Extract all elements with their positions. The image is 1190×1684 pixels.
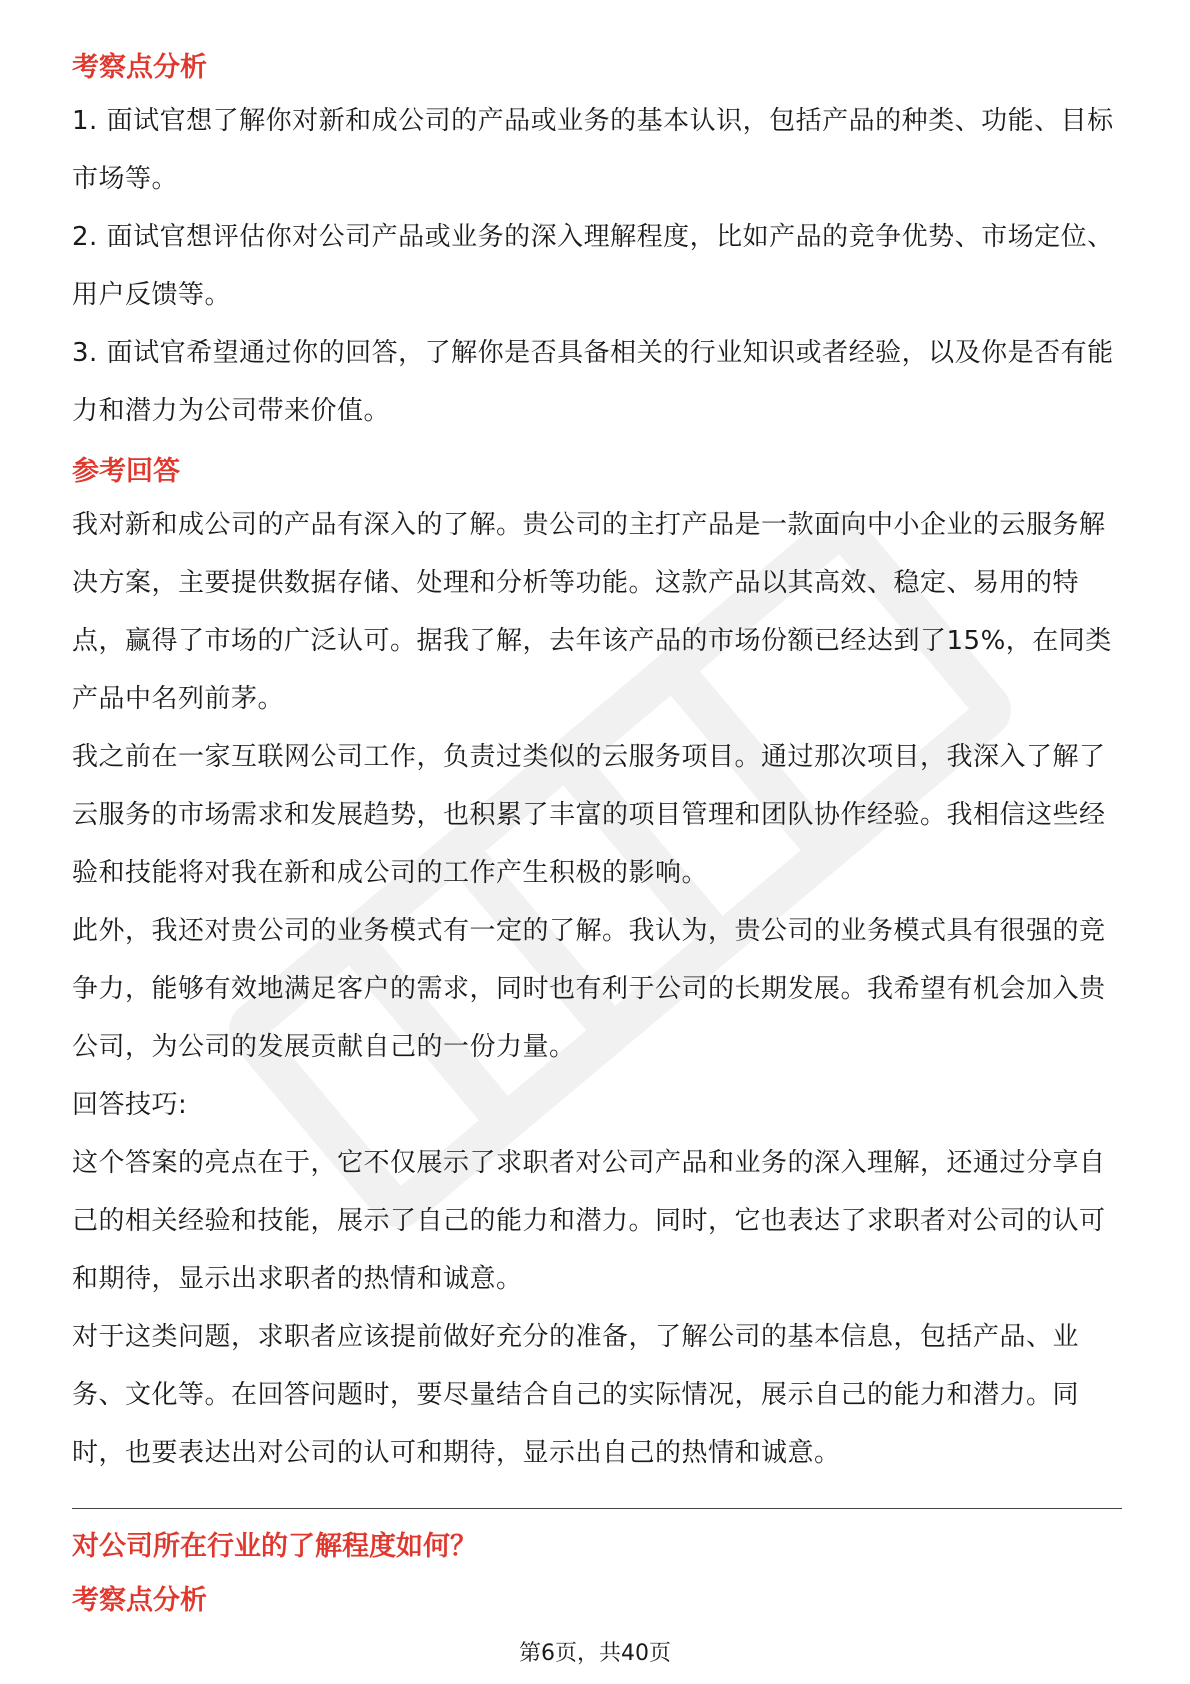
analysis-item-2: 2. 面试官想评估你对公司产品或业务的深入理解程度，比如产品的竞争优势、市场定位、用户反馈等。 xyxy=(72,222,1114,310)
answer-paragraph-2: 我之前在一家互联网公司工作，负责过类似的云服务项目。通过那次项目，我深入了解了云服务的市场需求和发展趋势，也积累了丰富的项目管理和团队协作经验。我相信这些经验和技能将对我在新和成公司的工作产生积极的影响。 xyxy=(72,742,1106,888)
answer-paragraph-1: 我对新和成公司的产品有深入的了解。贵公司的主打产品是一款面向中小企业的云服务解决方案，主要提供数据存储、处理和分析等功能。这款产品以其高效、稳定、易用的特点，赢得了市场的广泛认可。据我了解，去年该产品的市场份额已经达到了15%，在同类产品中名列前茅。 xyxy=(72,510,1112,714)
answer-paragraph-4: 这个答案的亮点在于，它不仅展示了求职者对公司产品和业务的深入理解，还通过分享自己的相关经验和技能，展示了自己的能力和潜力。同时，它也表达了求职者对公司的认可和期待，显示出求职者的热情和诚意。 xyxy=(72,1148,1106,1294)
analysis-item-3: 3. 面试官希望通过你的回答，了解你是否具备相关的行业知识或者经验，以及你是否有能力和潜力为公司带来价值。 xyxy=(72,338,1114,426)
answer-paragraph-3: 此外，我还对贵公司的业务模式有一定的了解。我认为，贵公司的业务模式具有很强的竞争力，能够有效地满足客户的需求，同时也有利于公司的长期发展。我希望有机会加入贵公司，为公司的发展贡献自己的一份力量。 xyxy=(72,916,1106,1062)
section-heading-analysis: 考察点分析 xyxy=(72,52,207,83)
section-heading-answer: 参考回答 xyxy=(72,456,180,487)
page-number-footer: 第6页，共40页 xyxy=(519,1641,671,1666)
document-page xyxy=(72,44,1122,1625)
next-section-heading: 考察点分析 xyxy=(72,1585,207,1616)
answer-tips-label: 回答技巧: xyxy=(72,1090,188,1120)
section-divider xyxy=(72,1508,1122,1509)
next-question-title: 对公司所在行业的了解程度如何？ xyxy=(72,1531,477,1562)
answer-paragraph-5: 对于这类问题，求职者应该提前做好充分的准备，了解公司的基本信息，包括产品、业务、文化等。在回答问题时，要尽量结合自己的实际情况，展示自己的能力和潜力。同时，也要表达出对公司的认可和期待，显示出自己的热情和诚意。 xyxy=(72,1322,1080,1468)
analysis-item-1: 1. 面试官想了解你对新和成公司的产品或业务的基本认识，包括产品的种类、功能、目标市场等。 xyxy=(72,106,1114,194)
